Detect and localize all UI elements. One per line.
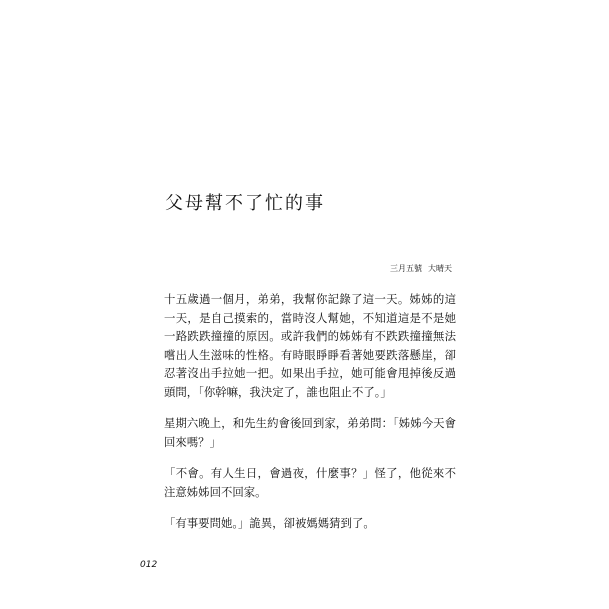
paragraph: 「有事要問她。」詭異，卻被媽媽猜到了。	[164, 516, 375, 530]
date-line	[384, 263, 452, 274]
paragraph: 星期六晚上，和先生約會後回到家，弟弟問：「姊姊今天會回來嗎？」	[164, 416, 456, 449]
chapter-title: 父母幫不了忙的事	[165, 193, 325, 214]
date-weather: 大晴天	[428, 264, 452, 273]
date-day: 三月五號	[390, 264, 422, 273]
page-number: 012	[140, 560, 158, 570]
body-text	[164, 290, 456, 546]
paragraph: 「不會。有人生日，會過夜，什麼事？」怪了，他從來不注意姊姊回不回家。	[164, 466, 456, 499]
paragraph: 十五歲過一個月，弟弟，我幫你記錄了這一天。姊姊的這一天，是自己摸索的，當時沒人幫她，不知道這是不是她一路跌跌撞撞的原因。或許我們的姊姊有不跌跌撞撞無法嚐出人生滋味的性格。有時眼睜睜看著她要跌落懸崖，卻忍著沒出手拉她一把。如果出手拉，她可能會甩掉後反過頭問，「你幹嘛，我決定了，誰也阻止不了。」	[164, 292, 456, 399]
